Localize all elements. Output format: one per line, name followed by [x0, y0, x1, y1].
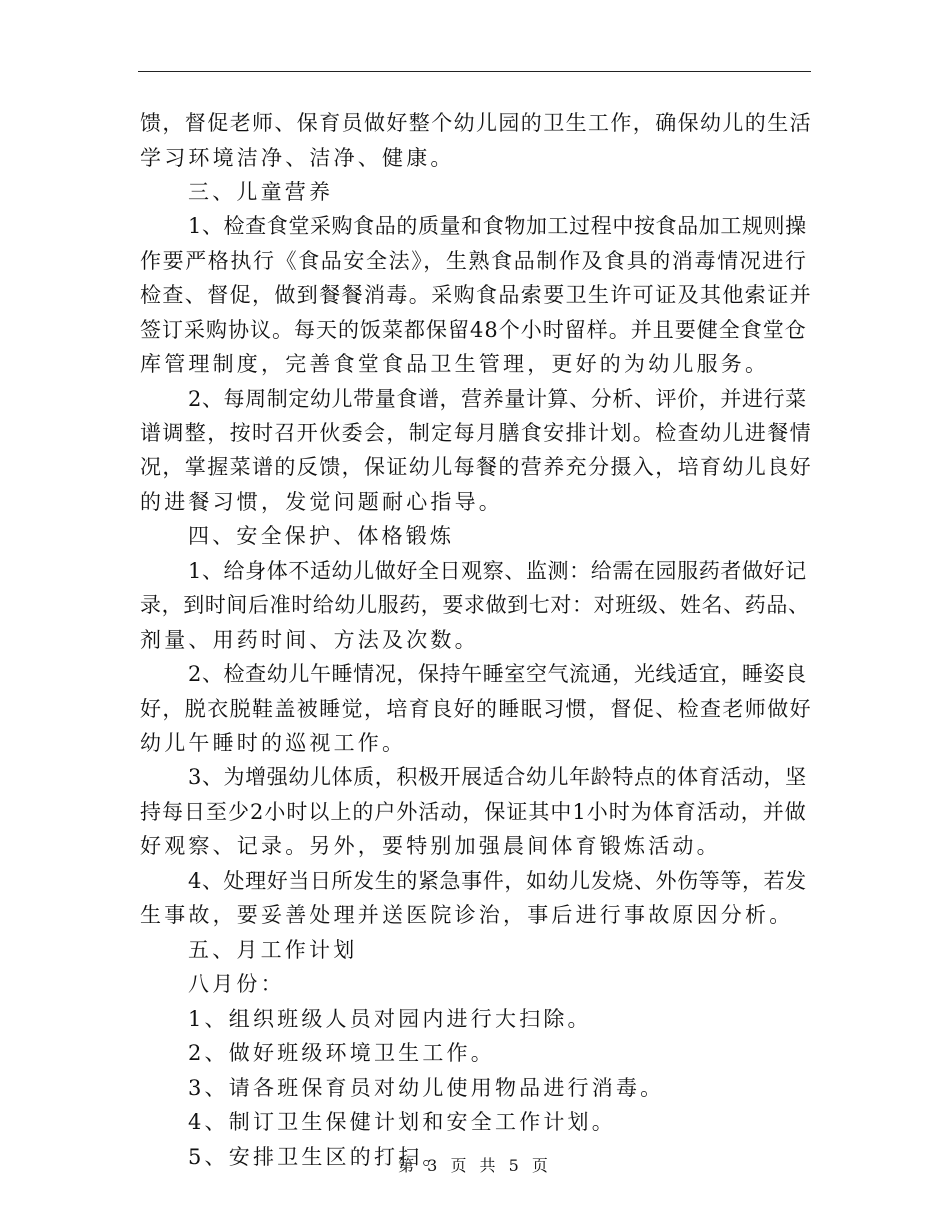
- text-line: 好，脱衣脱鞋盖被睡觉，培育良好的睡眠习惯，督促、检查老师做好: [140, 697, 812, 721]
- text-line: 作要严格执行《食品安全法》，生熟食品制作及食具的消毒情况进行: [140, 249, 808, 273]
- text-line: 幼儿午睡时的巡视工作。: [140, 731, 407, 755]
- text-line: 4、处理好当日所发生的紧急事件，如幼儿发烧、外伤等等，若发: [188, 869, 807, 893]
- text-line: 1、给身体不适幼儿做好全日观察、监测：给需在园服药者做好记: [188, 559, 807, 583]
- text-line: 签订采购协议。每天的饭菜都保留48个小时留样。并且要健全食堂仓: [140, 318, 807, 342]
- list-item: 1、组织班级人员对园内进行大扫除。: [188, 1007, 592, 1031]
- text-line: 学习环境洁净、洁净、健康。: [140, 146, 455, 170]
- list-item: 4、制订卫生保健计划和安全工作计划。: [188, 1110, 616, 1134]
- text-line: 谱调整，按时召开伙委会，制定每月膳食安排计划。检查幼儿进餐情: [140, 421, 812, 445]
- text-line: 1、检查食堂采购食品的质量和食物加工过程中按食品加工规则操: [188, 214, 807, 238]
- text-line: 库管理制度，完善食堂食品卫生管理，更好的为幼儿服务。: [140, 352, 770, 376]
- text-line: 的进餐习惯，发觉问题耐心指导。: [140, 490, 503, 514]
- section-heading: 三、儿童营养: [188, 180, 334, 204]
- section-heading: 四、安全保护、体格锻炼: [188, 524, 455, 548]
- text-line: 况，掌握菜谱的反馈，保证幼儿每餐的营养充分摄入，培育幼儿良好: [140, 455, 812, 479]
- text-line: 2、检查幼儿午睡情况，保持午睡室空气流通，光线适宜，睡姿良: [188, 662, 807, 686]
- text-line: 3、为增强幼儿体质，积极开展适合幼儿年龄特点的体育活动，坚: [188, 765, 807, 789]
- text-line: 好观察、记录。另外，要特别加强晨间体育锻炼活动。: [140, 834, 721, 858]
- header-rule: [138, 71, 811, 72]
- list-item: 2、做好班级环境卫生工作。: [188, 1041, 495, 1065]
- list-item: 3、请各班保育员对幼儿使用物品进行消毒。: [188, 1076, 665, 1100]
- text-line: 馈，督促老师、保育员做好整个幼儿园的卫生工作，确保幼儿的生活: [140, 111, 812, 135]
- text-line: 持每日至少2小时以上的户外活动，保证其中1小时为体育活动，并做: [140, 800, 807, 824]
- text-line: 2、每周制定幼儿带量食谱，营养量计算、分析、评价，并进行菜: [188, 387, 807, 411]
- section-heading: 五、月工作计划: [188, 938, 358, 962]
- page-footer: 第 3 页 共 5 页: [398, 1156, 552, 1175]
- text-line: 生事故，要妥善处理并送医院诊治，事后进行事故原因分析。: [140, 903, 794, 927]
- text-line: 录，到时间后准时给幼儿服药，要求做到七对：对班级、姓名、药品、: [140, 593, 810, 617]
- text-line: 剂量、用药时间、方法及次数。: [140, 628, 479, 652]
- list-item: 5、安排卫生区的打扫。: [188, 1145, 447, 1169]
- text-line: 八月份：: [188, 972, 285, 996]
- text-line: 检查、督促，做到餐餐消毒。采购食品索要卫生许可证及其他索证并: [140, 283, 812, 307]
